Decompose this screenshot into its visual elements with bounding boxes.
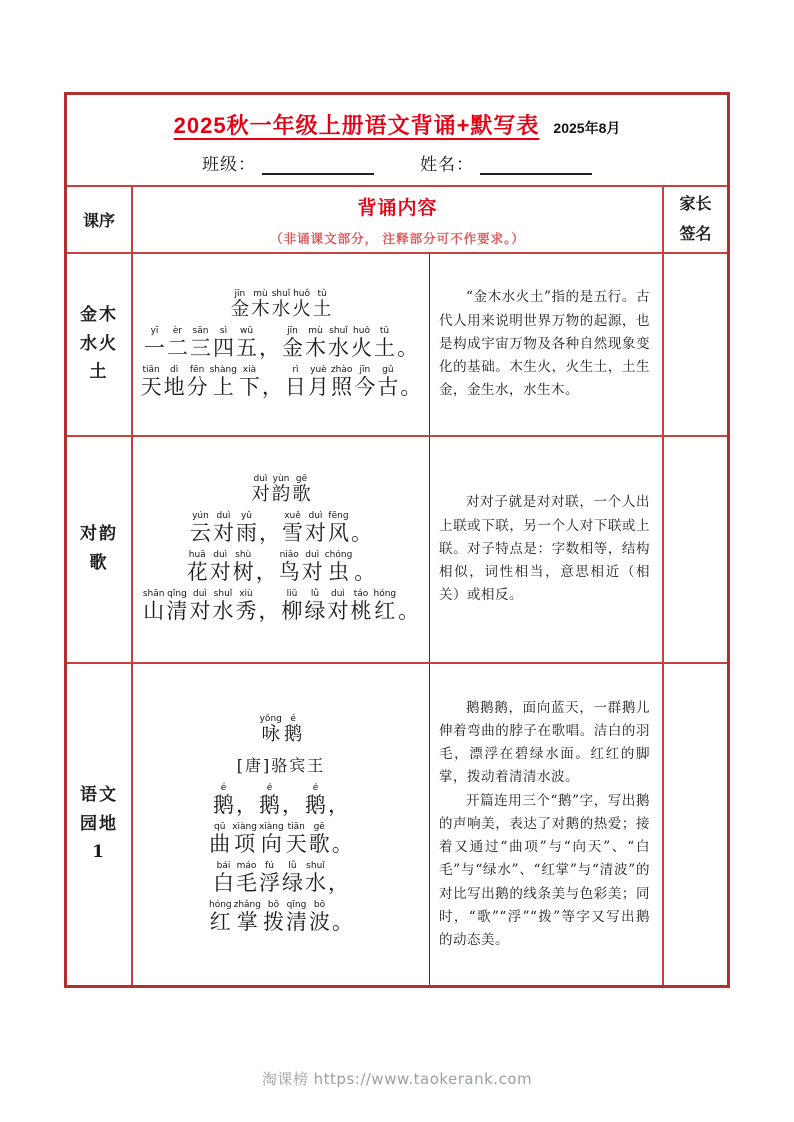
content-cell <box>133 254 662 435</box>
column-header-lesson: 课序 <box>67 187 133 252</box>
name-blank-line <box>480 155 592 175</box>
table-row-yuwenyuandi-1 <box>67 662 727 985</box>
column-header-content-cell <box>133 187 662 252</box>
name-label: 姓名： <box>420 155 474 175</box>
poem-cell <box>133 664 430 985</box>
table-row-jinmushuihuotu <box>67 252 727 435</box>
poem-cell <box>133 254 430 435</box>
content-cell <box>133 664 662 985</box>
title-area <box>67 95 727 185</box>
site-watermark: 淘课榜 https://www.taokerank.com <box>261 1070 533 1088</box>
lesson-label: 语文 园地 1 <box>67 664 133 985</box>
poem-author: [唐]骆宾王 <box>236 755 326 775</box>
poem-title: 金jīn木mù水shuǐ火huǒ土tǔ <box>230 288 332 320</box>
signature-cell <box>662 254 727 435</box>
poem-lines: 云yún对duì雨yǔ，雪xuě对duì风fēng。 花huā对duì树shù，鸟niǎo对duì虫chóng。 山shān清qīng对duì水shuǐ秀xiù，柳liǔ绿lǜ对duì桃táo红hóng。 <box>142 511 420 623</box>
poem-explanation: “金木水火土”指的是五行。古代人用来说明世界万物的起源，也是构成宇宙万物及各种自然现象变化的基础。木生火，火生土，土生金，金生水，水生木。 <box>439 289 650 399</box>
poem-explanation: 对对子就是对对联，一个人出上联或下联，另一个人对下联或上联。对子特点是：字数相等，结构相似，词性相当，意思相近（相关）或相反。 <box>439 494 650 604</box>
poem-lines: 一yī二èr三sān四sì五wǔ，金jīn木mù水shuǐ火huǒ土tǔ。 天tiān地dì分fēn上shàng下xià，日rì月yuè照zhào今jīn古gǔ。 <box>140 325 422 399</box>
column-header-sign: 家长 签名 <box>662 187 727 252</box>
signature-cell <box>662 437 727 662</box>
poem-title: 对duì韵yùn歌gē <box>251 474 311 505</box>
poem-cell <box>133 437 430 662</box>
table-header-row <box>67 185 727 252</box>
title-line <box>174 109 621 140</box>
column-header-note: （非诵课文部分， 注释部分可不作要求。） <box>270 231 525 246</box>
class-name-line <box>202 150 592 175</box>
class-blank-line <box>262 155 374 175</box>
date-label: 2025年8月 <box>553 120 621 136</box>
poem-explanation: 鹅鹅鹅，面向蓝天，一群鹅儿伸着弯曲的脖子在歌唱。洁白的羽毛，漂浮在碧绿水面。红红的脚掌，拨动着清清水波。 开篇连用三个“鹅”字，写出鹅的声响美，表达了对鹅的热爱；接着又通过“曲项”与“向天”、“白毛”与“绿水”、“红掌”与“清波”的对比写出鹅的线条美与色彩美；同时，“歌”“浮”“拨”等字又写出鹅的动态美。 <box>439 699 650 948</box>
signature-cell <box>662 664 727 985</box>
poem-title: 咏yǒng鹅é <box>259 713 303 745</box>
column-header-content: 背诵内容 <box>357 197 438 219</box>
poem-lines: 鹅é，鹅é，鹅é， 曲qū项xiàng向xiàng天tiān歌gē。 白bái毛máo浮fú绿lǜ水shuǐ， 红hóng掌zhǎng拨bō清qīng波bō。 <box>208 782 353 934</box>
content-cell <box>133 437 662 662</box>
class-label: 班级： <box>202 155 256 175</box>
table-row-duiyunge <box>67 435 727 662</box>
lesson-label: 对韵 歌 <box>67 437 133 662</box>
lesson-label: 金木 水火 土 <box>67 254 133 435</box>
recitation-table <box>64 92 730 988</box>
page-title: 2025秋一年级上册语文背诵+默写表 <box>173 113 540 138</box>
